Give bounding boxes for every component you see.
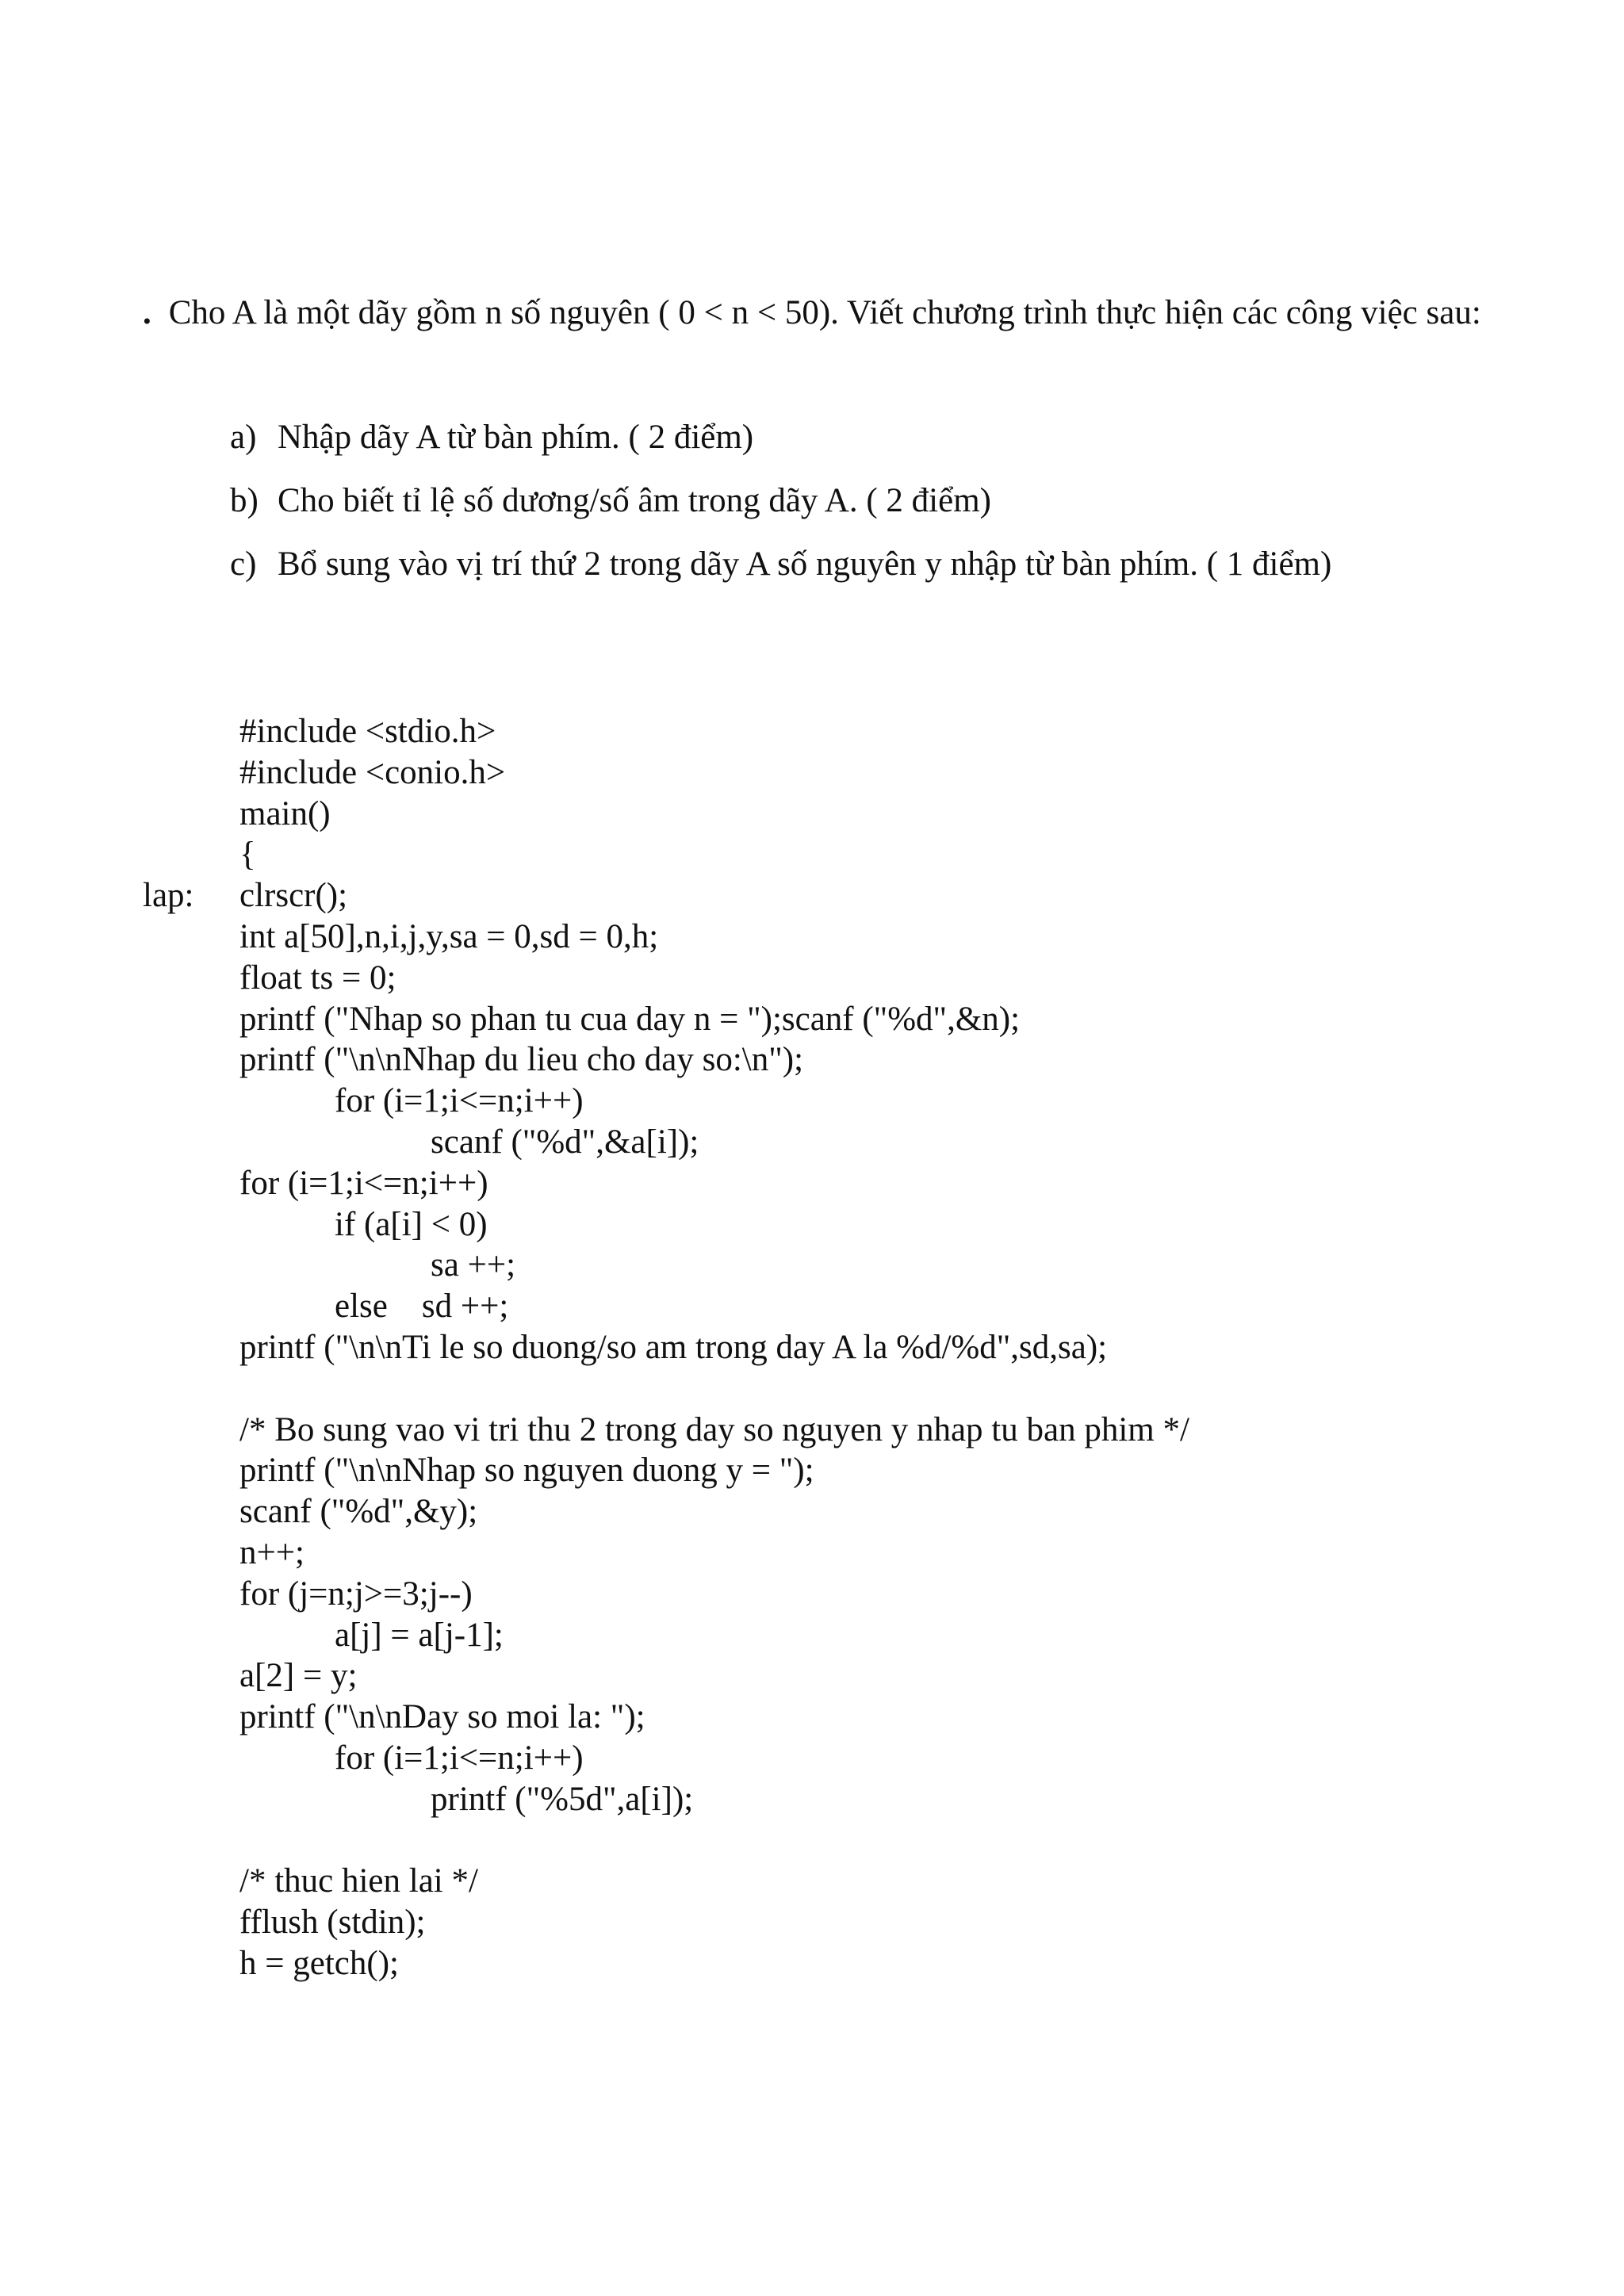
code-line: for (j=n;j>=3;j--): [239, 1575, 473, 1613]
code-line: printf ("\n\nTi le so duong/so am trong day A la %d/%d",sd,sa);: [239, 1328, 1108, 1366]
problem-text: Cho A là một dãy gồm n số nguyên ( 0 < n < 50). Viết chương trình thực hiện các công việc sau:: [168, 294, 1481, 331]
code-line: printf ("Nhap so phan tu cua day n = ");scanf ("%d",&n);: [239, 1000, 1021, 1038]
code-line: for (i=1;i<=n;i++): [335, 1739, 584, 1777]
task-text: Nhập dãy A từ bàn phím. ( 2 điểm): [278, 419, 754, 456]
problem-statement: [143, 281, 1491, 345]
code-line: #include <stdio.h>: [239, 713, 496, 750]
code-line: {: [239, 836, 256, 874]
task-item: [230, 469, 1578, 533]
code-line: printf ("%5d",a[i]);: [431, 1780, 694, 1818]
task-mark: a): [230, 419, 257, 456]
code-blank-line: [143, 1820, 1491, 1862]
task-text: Bổ sung vào vị trí thứ 2 trong dãy A số nguyên y nhập từ bàn phím. ( 1 điểm): [278, 545, 1332, 583]
code-line: a[2] = y;: [239, 1657, 358, 1695]
code-line: for (i=1;i<=n;i++): [335, 1082, 584, 1120]
code-listing: [143, 711, 1491, 1984]
code-line: int a[50],n,i,j,y,sa = 0,sd = 0,h;: [239, 917, 659, 955]
code-line: sa ++;: [431, 1246, 516, 1284]
problem-bullet: .: [143, 294, 151, 331]
code-line: scanf ("%d",&a[i]);: [431, 1123, 699, 1161]
code-line: fflush (stdin);: [239, 1904, 426, 1942]
code-comment: /* thuc hien lai */: [239, 1862, 478, 1900]
code-line: main(): [239, 794, 331, 832]
code-comment: /* Bo sung vao vi tri thu 2 trong day so nguyen y nhap tu ban phim */: [239, 1410, 1189, 1448]
code-line: printf ("\n\nNhap du lieu cho day so:\n");: [239, 1041, 804, 1079]
code-line: printf ("\n\nNhap so nguyen duong y = ");: [239, 1452, 814, 1490]
code-line: printf ("\n\nDay so moi la: ");: [239, 1698, 645, 1736]
task-text: Cho biết tỉ lệ số dương/số âm trong dãy A. ( 2 điểm): [278, 482, 991, 519]
code-line: n++;: [239, 1533, 304, 1571]
code-line: a[j] = a[j-1];: [335, 1616, 504, 1654]
code-line: if (a[i] < 0): [335, 1205, 488, 1243]
task-item: [230, 406, 1578, 469]
code-line: else sd ++;: [335, 1288, 509, 1326]
code-blank-line: [143, 1368, 1491, 1410]
code-label: lap:: [143, 877, 194, 915]
task-mark: b): [230, 482, 259, 519]
task-item: [230, 533, 1578, 596]
code-line: float ts = 0;: [239, 959, 396, 997]
code-line: scanf ("%d",&y);: [239, 1493, 478, 1531]
code-line: h = getch();: [239, 1944, 399, 1982]
code-line: for (i=1;i<=n;i++): [239, 1164, 488, 1202]
code-line: #include <conio.h>: [239, 753, 506, 791]
code-line: lap: clrscr();: [143, 875, 1491, 916]
task-mark: c): [230, 545, 257, 583]
task-list: [230, 406, 1578, 596]
